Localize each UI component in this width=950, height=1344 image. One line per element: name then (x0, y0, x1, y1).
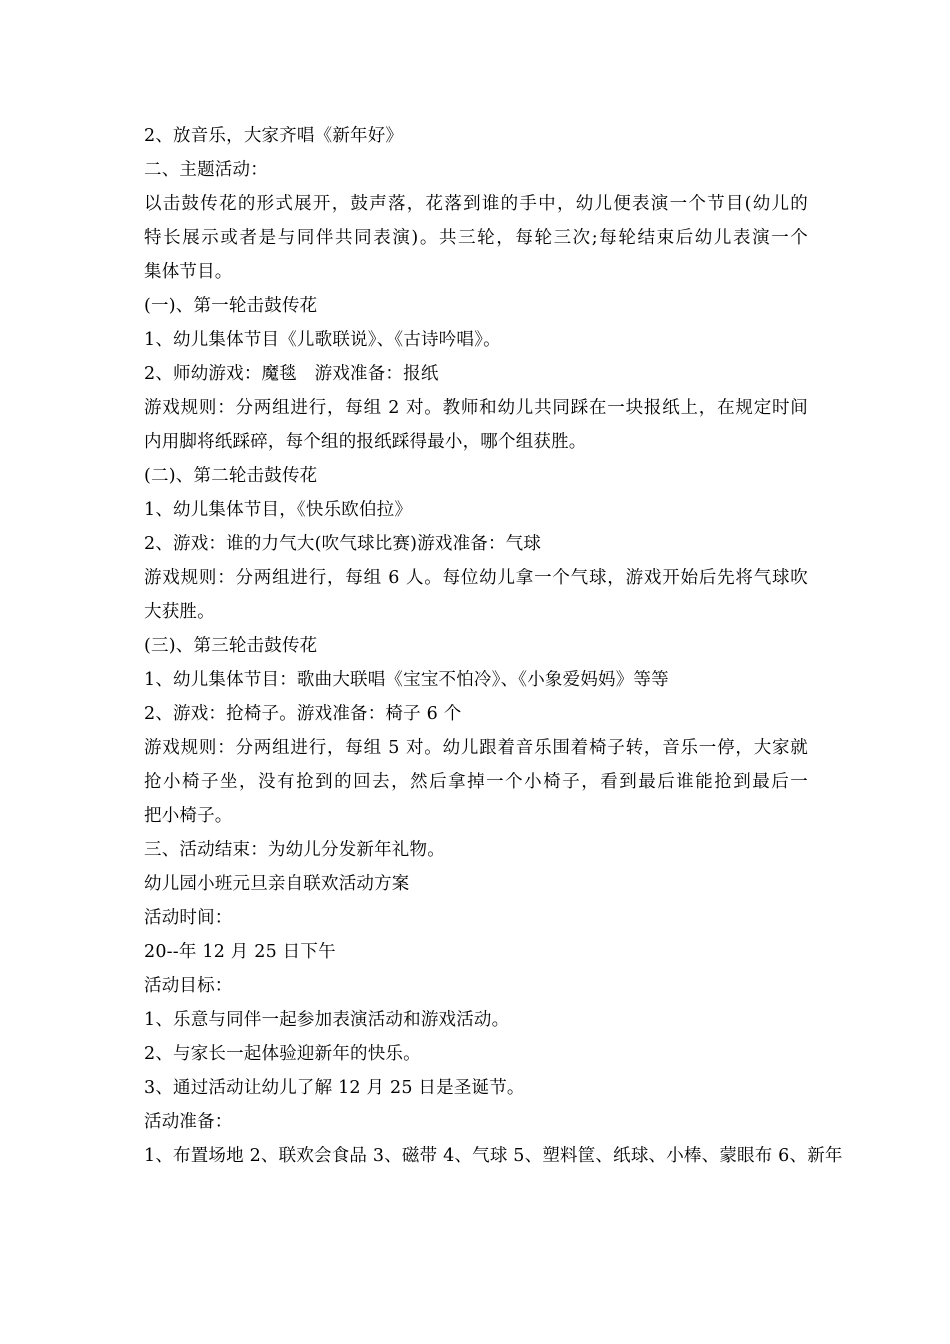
text-line: 2、游戏：谁的力气大(吹气球比赛)游戏准备：气球 (144, 534, 542, 554)
text-line: 游戏规则：分两组进行，每组 2 对。教师和幼儿共同踩在一块报纸上，在规定时间 (144, 398, 808, 418)
text-line: 游戏规则：分两组进行，每组 6 人。每位幼儿拿一个气球，游戏开始后先将气球吹 (144, 568, 808, 588)
text-line: 1、布置场地 2、联欢会食品 3、磁带 4、气球 5、塑料筐、纸球、小棒、蒙眼布 6、新年 (144, 1146, 843, 1166)
text-line: 2、游戏：抢椅子。游戏准备：椅子 6 个 (144, 704, 462, 724)
text-line: (一)、第一轮击鼓传花 (144, 296, 318, 316)
text-line: 内用脚将纸踩碎，每个组的报纸踩得最小，哪个组获胜。 (144, 432, 587, 452)
text-line: 1、乐意与同伴一起参加表演活动和游戏活动。 (144, 1010, 510, 1030)
text-line: 2、与家长一起体验迎新年的快乐。 (144, 1044, 421, 1064)
text-line: 活动目标： (144, 976, 233, 996)
text-line: 2、放音乐，大家齐唱《新年好》 (144, 126, 404, 146)
text-line: 特长展示或者是与同伴共同表演)。共三轮，每轮三次;每轮结束后幼儿表演一个 (144, 228, 808, 248)
text-line: 3、通过活动让幼儿了解 12 月 25 日是圣诞节。 (144, 1078, 525, 1098)
text-line: 游戏规则：分两组进行，每组 5 对。幼儿跟着音乐围着椅子转，音乐一停，大家就 (144, 738, 808, 758)
text-line: 1、幼儿集体节目，《快乐欧伯拉》 (144, 500, 413, 520)
text-line: 活动准备： (144, 1112, 233, 1132)
text-line: 集体节目。 (144, 262, 233, 282)
text-line: 二、主题活动： (144, 160, 268, 180)
text-line: 幼儿园小班元旦亲自联欢活动方案 (144, 874, 410, 894)
document-page (144, 119, 843, 1173)
text-line: (三)、第三轮击鼓传花 (144, 636, 318, 656)
text-line: (二)、第二轮击鼓传花 (144, 466, 318, 486)
text-line: 大获胜。 (144, 602, 215, 622)
text-line: 1、幼儿集体节目：歌曲大联唱《宝宝不怕冷》、《小象爱妈妈》等等 (144, 670, 669, 690)
text-line: 抢小椅子坐，没有抢到的回去，然后拿掉一个小椅子，看到最后谁能抢到最后一 (144, 772, 808, 792)
text-line: 以击鼓传花的形式展开，鼓声落，花落到谁的手中，幼儿便表演一个节目(幼儿的 (144, 194, 808, 214)
text-line: 活动时间： (144, 908, 233, 928)
text-line: 2、师幼游戏：魔毯 游戏准备：报纸 (144, 364, 439, 384)
text-line: 1、幼儿集体节目《儿歌联说》、《古诗吟唱》。 (144, 330, 501, 350)
text-line: 把小椅子。 (144, 806, 233, 826)
text-line: 三、活动结束：为幼儿分发新年礼物。 (144, 840, 445, 860)
text-line: 20--年 12 月 25 日下午 (144, 942, 336, 962)
